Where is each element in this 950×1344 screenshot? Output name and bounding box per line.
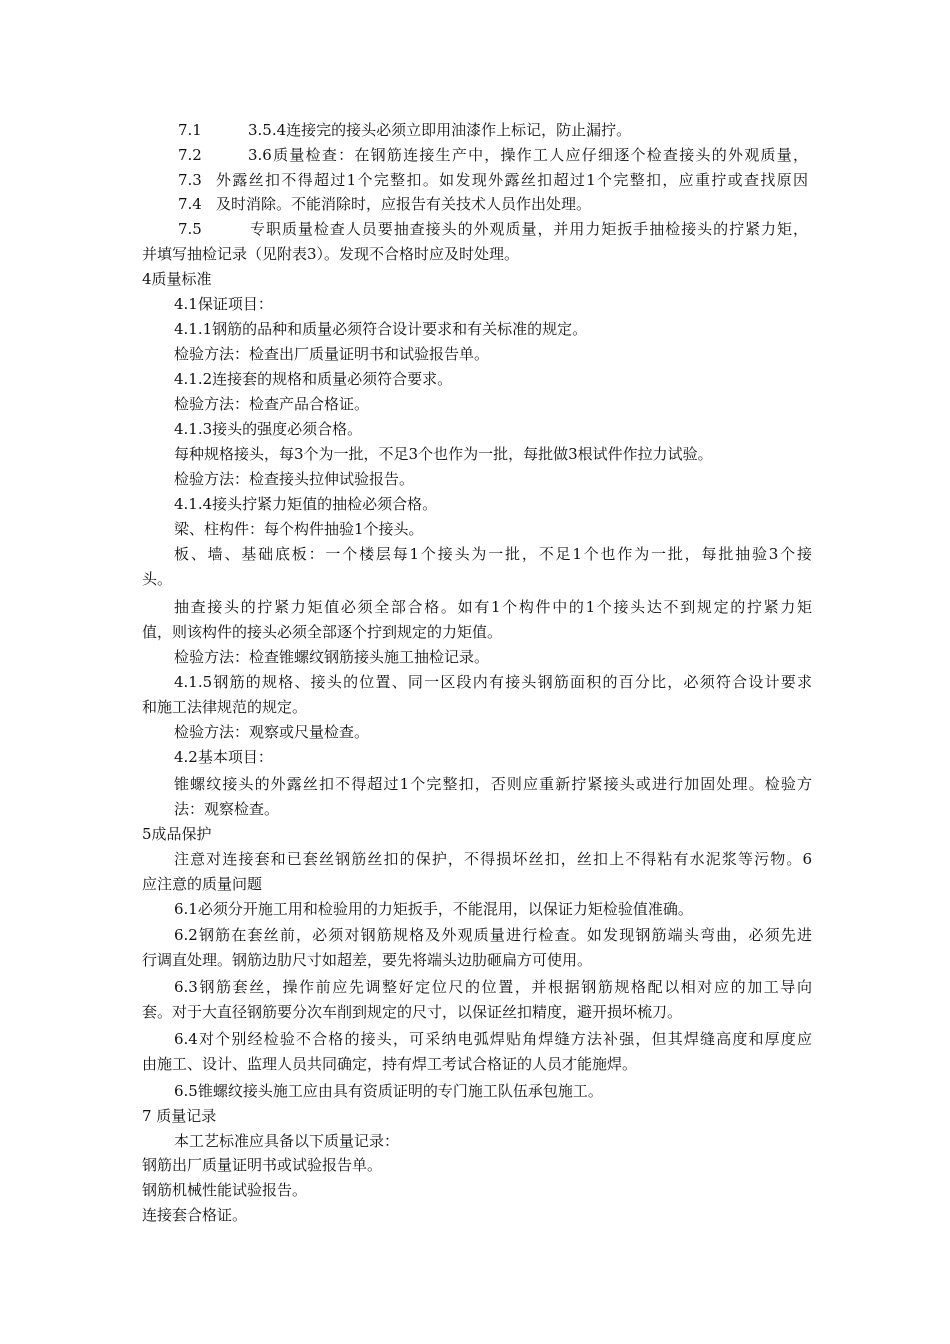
text-line: 及时消除。不能消除时，应报告有关技术人员作出处理。 (216, 195, 592, 213)
text-line: 3.5.4连接完的接头必须立即用油漆作上标记，防止漏拧。 (248, 121, 632, 139)
text-line: 头。 (142, 570, 173, 588)
text-line: 3.6质量检查：在钢筋连接生产中，操作工人应仔细逐个检查接头的外观质量， (248, 146, 808, 164)
text-line: 6.5锥螺纹接头施工应由具有资质证明的专门施工队伍承包施工。 (174, 1082, 603, 1100)
text-line: 4.2基本项目： (174, 748, 273, 766)
text-line: 梁、柱构件：每个构件抽验1个接头。 (174, 520, 424, 538)
text-line: 检验方法：检查产品合格证。 (174, 395, 370, 413)
text-line: 钢筋出厂质量证明书或试验报告单。 (142, 1156, 383, 1174)
text-line: 锥螺纹接头的外露丝扣不得超过1个完整扣，否则应重新拧紧接头或进行加固处理。检验方 (174, 775, 812, 793)
text-line: 抽查接头的拧紧力矩值必须全部合格。如有1个构件中的1个接头达不到规定的拧紧力矩 (174, 598, 812, 616)
text-line: 4.1.5钢筋的规格、接头的位置、同一区段内有接头钢筋面积的百分比，必须符合设计要求 (174, 673, 812, 691)
text-line: 6.2钢筋在套丝前，必须对钢筋规格及外观质量进行检查。如发现钢筋端头弯曲，必须先进 (174, 926, 812, 944)
section-number: 7.4 (178, 195, 202, 213)
section-number: 7.2 (178, 146, 202, 164)
text-line: 6.3钢筋套丝，操作前应先调整好定位尺的位置，并根据钢筋规格配以相对应的加工导向 (174, 978, 812, 996)
text-line: 法：观察检查。 (174, 800, 280, 818)
text-line: 值，则该构件的接头必须全部逐个拧到规定的力矩值。 (142, 623, 503, 641)
text-line: 由施工、设计、监理人员共同确定，持有焊工考试合格证的人员才能施焊。 (142, 1055, 638, 1073)
text-line: 4.1.2连接套的规格和质量必须符合要求。 (174, 370, 453, 388)
text-line: 注意对连接套和已套丝钢筋丝扣的保护，不得损坏丝扣，丝扣上不得粘有水泥浆等污物。6 (174, 850, 812, 868)
text-line: 检验方法：检查锥螺纹钢筋接头施工抽检记录。 (174, 648, 490, 666)
text-line: 4.1.1钢筋的品种和质量必须符合设计要求和有关标准的规定。 (174, 320, 588, 338)
text-line: 6.1必须分开施工用和检验用的力矩扳手，不能混用，以保证力矩检验值准确。 (174, 900, 693, 918)
text-line: 检验方法：检查出厂质量证明书和试验报告单。 (174, 345, 490, 363)
section-heading: 5成品保护 (142, 825, 212, 843)
text-line: 和施工法律规范的规定。 (142, 698, 308, 716)
text-line: 外露丝扣不得超过1个完整扣。如发现外露丝扣超过1个完整扣，应重拧或查找原因 (216, 171, 808, 189)
text-line: 检验方法：检查接头拉伸试验报告。 (174, 470, 415, 488)
text-line: 套。对于大直径钢筋要分次车削到规定的尺寸，以保证丝扣精度，避开损坏梳刀。 (142, 1003, 683, 1021)
text-line: 应注意的质量问题 (142, 875, 263, 893)
text-line: 板、墙、基础底板：一个楼层每1个接头为一批，不足1个也作为一批，每批抽验3个接 (174, 545, 812, 563)
text-line: 钢筋机械性能试验报告。 (142, 1181, 308, 1199)
section-heading: 4质量标准 (142, 270, 212, 288)
section-heading: 7 质量记录 (142, 1107, 217, 1125)
text-line: 连接套合格证。 (142, 1206, 248, 1224)
text-line: 每种规格接头，每3个为一批，不足3个也作为一批，每批做3根试件作拉力试验。 (174, 445, 713, 463)
section-number: 7.1 (178, 121, 202, 139)
text-line: 行调直处理。钢筋边肋尺寸如超差，要先将端头边肋砸扁方可使用。 (142, 951, 593, 969)
text-line: 检验方法：观察或尺量检查。 (174, 723, 370, 741)
text-line: 6.4对个别经检验不合格的接头，可采纳电弧焊贴角焊缝方法补强，但其焊缝高度和厚度应 (174, 1030, 812, 1048)
section-number: 7.3 (178, 171, 202, 189)
text-line: 本工艺标准应具备以下质量记录： (174, 1132, 400, 1150)
text-line: 专职质量检查人员要抽查接头的外观质量，并用力矩扳手抽检接头的拧紧力矩， (250, 220, 808, 238)
text-line: 4.1.3接头的强度必须合格。 (174, 420, 363, 438)
text-line: 4.1.4接头拧紧力矩值的抽检必须合格。 (174, 495, 438, 513)
text-line: 4.1保证项目： (174, 295, 273, 313)
section-number: 7.5 (178, 220, 202, 238)
text-line: 并填写抽检记录（见附表3）。发现不合格时应及时处理。 (142, 245, 520, 263)
